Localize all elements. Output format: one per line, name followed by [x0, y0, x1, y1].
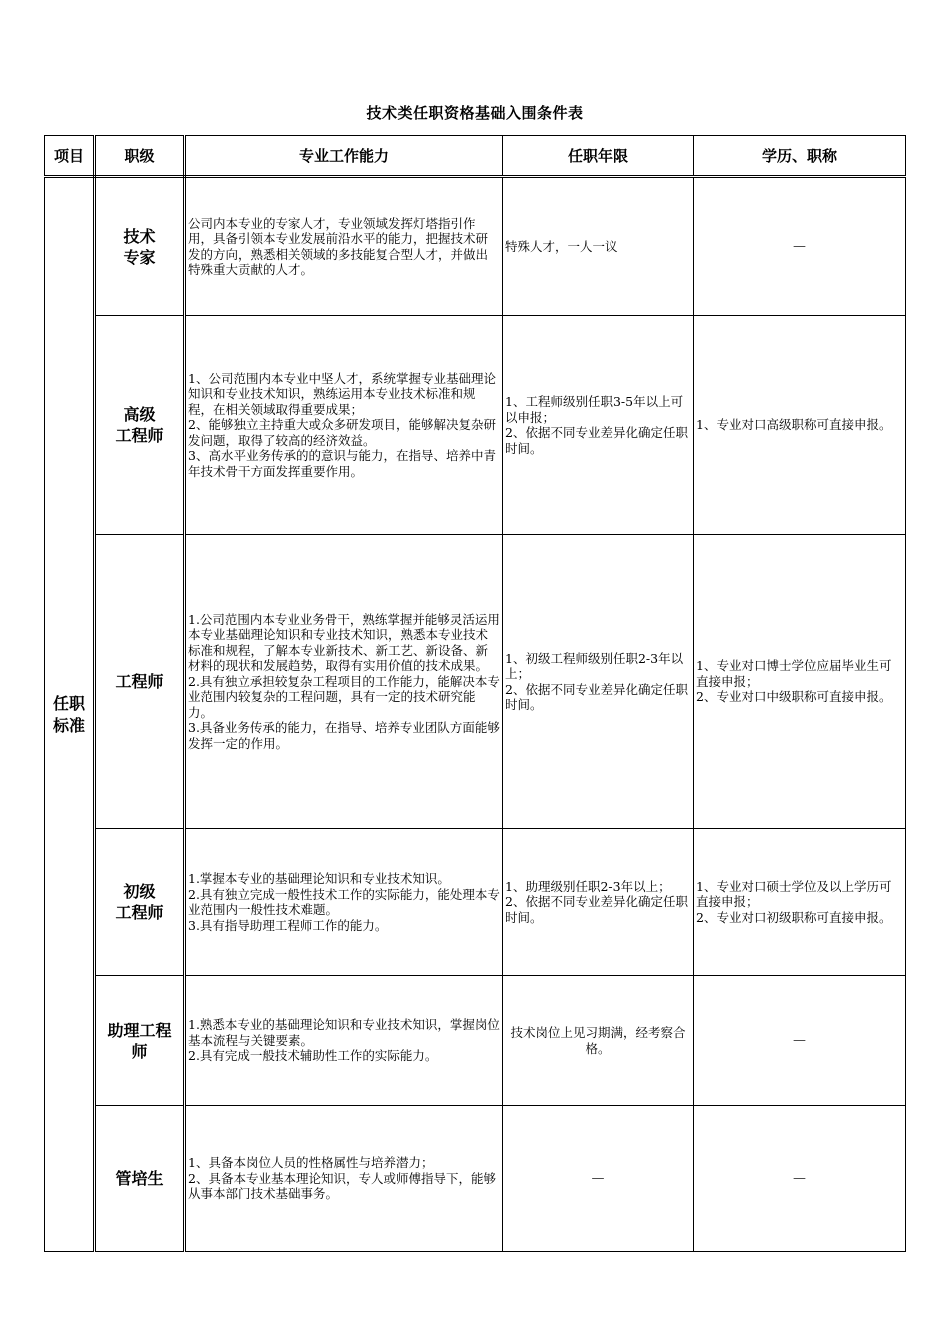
years-cell: —	[503, 1106, 694, 1252]
ability-cell: 1.公司范围内本专业业务骨干，熟练掌握并能够灵活运用本专业基础理论知识和专业技术知识，熟悉本专业技术标准和规程，了解本专业新技术、新工艺、新设备、新材料的现状和发展趋势，取得有实用价值的技术成果。 2.具有独立承担较复杂工程项目的工作能力，能解决本专业范围内较复杂的工程问题，具有一定的技术研究能力。 3.具备业务传承的能力，在指导、培养专业团队方面能够发挥一定的作用。	[185, 535, 503, 829]
page-title: 技术类任职资格基础入围条件表	[366, 104, 584, 122]
header-ability: 专业工作能力	[185, 136, 503, 177]
years-cell: 1、助理级别任职2-3年以上； 2、依据不同专业差异化确定任职时间。	[503, 829, 694, 976]
qualification-table	[44, 135, 906, 1252]
level-cell	[95, 976, 185, 1106]
education-cell: 1、专业对口硕士学位及以上学历可直接申报； 2、专业对口初级职称可直接申报。	[694, 829, 906, 976]
education-cell: 1、专业对口博士学位应届毕业生可直接申报； 2、专业对口中级职称可直接申报。	[694, 535, 906, 829]
table-row	[45, 535, 906, 829]
header-level: 职级	[95, 136, 185, 177]
project-cell	[45, 177, 95, 1252]
table-row	[45, 316, 906, 535]
level-label: 管培生	[115, 1169, 164, 1188]
ability-cell: 公司内本专业的专家人才，专业领域发挥灯塔指引作用，具备引领本专业发展前沿水平的能力，把握技术研发的方向，熟悉相关领域的多技能复合型人才，并做出特殊重大贡献的人才。	[185, 177, 503, 316]
ability-cell: 1、公司范围内本专业中坚人才，系统掌握专业基础理论知识和专业技术知识，熟练运用本专业技术标准和规程，在相关领域取得重要成果； 2、能够独立主持重大或众多研发项目，能够解决复杂研发问题，取得了较高的经济效益。 3、高水平业务传承的的意识与能力，在指导、培养中青年技术骨干方面发挥重要作用。	[185, 316, 503, 535]
project-label: 任职 标准	[52, 693, 85, 735]
level-cell	[95, 316, 185, 535]
years-cell: 特殊人才，一人一议	[503, 177, 694, 316]
years-cell: 1、工程师级别任职3-5年以上可以申报； 2、依据不同专业差异化确定任职时间。	[503, 316, 694, 535]
table-row	[45, 1106, 906, 1252]
level-label: 技术 专家	[123, 226, 156, 267]
education-cell: —	[694, 1106, 906, 1252]
years-cell: 1、初级工程师级别任职2-3年以上； 2、依据不同专业差异化确定任职时间。	[503, 535, 694, 829]
level-label: 高级 工程师	[115, 405, 164, 445]
education-cell: —	[694, 976, 906, 1106]
table-row	[45, 177, 906, 316]
table-row	[45, 976, 906, 1106]
level-cell	[95, 535, 185, 829]
header-years: 任职年限	[503, 136, 694, 177]
header-education: 学历、职称	[694, 136, 906, 177]
level-label: 工程师	[115, 672, 164, 691]
years-cell: 技术岗位上见习期满，经考察合格。	[503, 976, 694, 1106]
level-label: 初级 工程师	[115, 882, 164, 922]
level-cell	[95, 177, 185, 316]
education-cell: 1、专业对口高级职称可直接申报。	[694, 316, 906, 535]
header-project: 项目	[45, 136, 95, 177]
table-header-row	[45, 136, 906, 177]
education-cell: —	[694, 177, 906, 316]
ability-cell: 1.熟悉本专业的基础理论知识和专业技术知识，掌握岗位基本流程与关键要素。 2.具有完成一般技术辅助性工作的实际能力。	[185, 976, 503, 1106]
ability-cell: 1、具备本岗位人员的性格属性与培养潜力； 2、具备本专业基本理论知识，专人或师傅指导下，能够从事本部门技术基础事务。	[185, 1106, 503, 1252]
level-cell	[95, 1106, 185, 1252]
level-cell	[95, 829, 185, 976]
table-row	[45, 829, 906, 976]
ability-cell: 1.掌握本专业的基础理论知识和专业技术知识。 2.具有独立完成一般性技术工作的实际能力，能处理本专业范围内一般性技术难题。 3.具有指导助理工程师工作的能力。	[185, 829, 503, 976]
level-label: 助理工程 师	[107, 1020, 172, 1061]
